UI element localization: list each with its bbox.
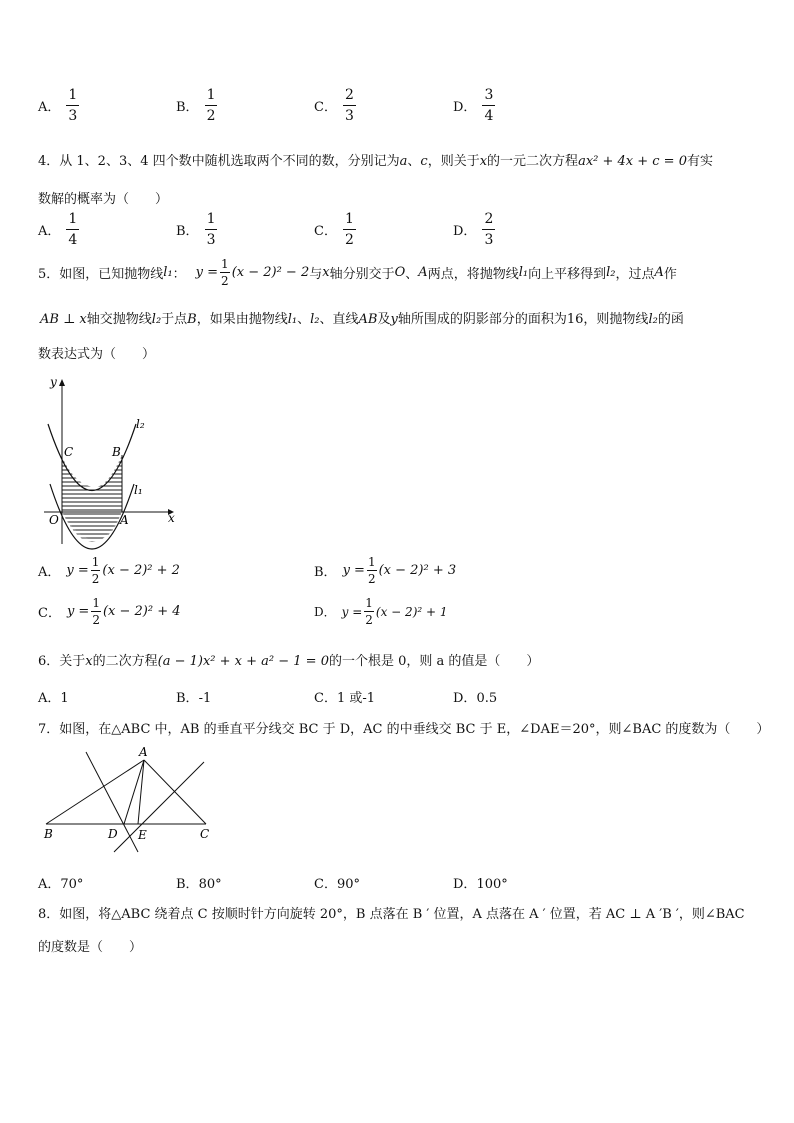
q4-option-a[interactable]: A． $\frac{1}{4}$ bbox=[38, 211, 78, 248]
fraction: $\frac{1}{3}$ bbox=[68, 87, 78, 124]
q8-stem-line2: 的度数是（ ） bbox=[38, 940, 143, 955]
fraction: $\frac{1}{3}$ bbox=[206, 211, 216, 248]
fraction: $\frac{1}{2}$ bbox=[92, 596, 100, 627]
label-A: A bbox=[139, 745, 148, 759]
q7-stem: 7．如图，在△ABC 中，AB 的垂直平分线交 BC 于 D，AC 的中垂线交 BC 于 E，∠DAE＝20°，则∠BAC 的度数为（ ） bbox=[38, 722, 770, 737]
q5-figure-parabolas bbox=[38, 372, 188, 552]
label-B: B bbox=[112, 445, 121, 459]
label-B: B bbox=[44, 827, 53, 841]
label-E: E bbox=[138, 828, 147, 842]
q7-option-d[interactable]: D．100° bbox=[453, 877, 508, 892]
q7-option-c[interactable]: C．90° bbox=[314, 877, 360, 892]
q6-option-d[interactable]: D．0.5 bbox=[453, 691, 498, 706]
fraction: $\frac{1}{2}$ bbox=[344, 211, 354, 248]
q4-stem-line2: 数解的概率为（ ） bbox=[38, 192, 169, 207]
q6-equation: (a − 1)x² + x + a² − 1 = 0 bbox=[157, 654, 329, 669]
q5-option-c[interactable]: C． y = $\frac{1}{2}$ (x − 2)² + 4 bbox=[38, 596, 181, 627]
q6-option-b[interactable]: B．-1 bbox=[176, 691, 212, 706]
fraction: $\frac{1}{4}$ bbox=[68, 211, 78, 248]
label-D: D bbox=[108, 827, 118, 841]
fraction: $\frac{1}{2}$ bbox=[367, 555, 376, 586]
q5-stem-line1: 5．如图，已知抛物线 l₁ ： y = $\frac{1}{2}$ (x − 2)² − 2 与 x 轴分别交于 O 、 A 两点，将抛物线 l₁ 向上平移得到 l₂ ，过点 A 作 bbox=[38, 257, 677, 288]
label-l2: l₂ bbox=[136, 417, 145, 431]
y-axis-arrow bbox=[59, 379, 65, 386]
q5-stem-line3: 数表达式为（ ） bbox=[38, 347, 156, 362]
fraction: $\frac{3}{4}$ bbox=[484, 87, 494, 124]
q3-option-a[interactable]: A． $\frac{1}{3}$ bbox=[38, 87, 78, 124]
q4-option-d[interactable]: D． $\frac{2}{3}$ bbox=[453, 211, 494, 248]
label-C: C bbox=[64, 445, 74, 459]
q8-stem-line1: 8．如图，将△ABC 绕着点 C 按顺时针方向旋转 20°，B 点落在 B ′ 位置，A 点落在 A ′ 位置，若 AC ⊥ A ′B ′，则∠BAC bbox=[38, 907, 745, 922]
parabola-l2 bbox=[48, 424, 136, 491]
label-y: y bbox=[50, 375, 57, 389]
q4-option-c[interactable]: C． $\frac{1}{2}$ bbox=[314, 211, 354, 248]
label-A: A bbox=[120, 513, 129, 527]
q3-option-b[interactable]: B． $\frac{1}{2}$ bbox=[176, 87, 216, 124]
q7-figure-triangle bbox=[38, 742, 228, 862]
fraction: $\frac{1}{2}$ bbox=[365, 596, 373, 627]
q4-stem-line1: 4．从 1、2、3、4 四个数中随机选取两个不同的数，分别记为a、c，则关于x的一元二次方程ax² + 4x + c = 0有实 bbox=[38, 154, 713, 169]
fraction: $\frac{1}{2}$ bbox=[221, 257, 229, 288]
q4-option-b[interactable]: B． $\frac{1}{3}$ bbox=[176, 211, 216, 248]
q6-option-a[interactable]: A．1 bbox=[38, 691, 69, 706]
q7-option-b[interactable]: B．80° bbox=[176, 877, 222, 892]
q5-option-b[interactable]: B． y = $\frac{1}{2}$ (x − 2)² + 3 bbox=[314, 555, 457, 586]
fraction: $\frac{2}{3}$ bbox=[484, 211, 494, 248]
q5-stem-line2: AB ⊥ x轴交抛物线l₂于点B，如果由抛物线l₁、l₂、直线AB及y轴所围成的阴影部分的面积为16，则抛物线l₂的函 bbox=[40, 312, 684, 327]
fraction: $\frac{1}{2}$ bbox=[91, 555, 100, 586]
fraction: $\frac{1}{2}$ bbox=[206, 87, 216, 124]
q7-option-a[interactable]: A．70° bbox=[38, 877, 84, 892]
q5-option-d[interactable]: D． y = $\frac{1}{2}$ (x − 2)² + 1 bbox=[314, 596, 448, 627]
q6-option-c[interactable]: C．1 或-1 bbox=[314, 691, 376, 706]
label-l1: l₁ bbox=[134, 483, 143, 497]
q3-option-c[interactable]: C． $\frac{2}{3}$ bbox=[314, 87, 354, 124]
label-C: C bbox=[200, 827, 210, 841]
label-O: O bbox=[49, 513, 59, 527]
q5-option-a[interactable]: A． y = $\frac{1}{2}$ (x − 2)² + 2 bbox=[38, 555, 180, 586]
q3-option-d[interactable]: D． $\frac{3}{4}$ bbox=[453, 87, 494, 124]
q4-equation: ax² + 4x + c = 0 bbox=[578, 154, 687, 169]
label-x: x bbox=[168, 511, 175, 525]
fraction: $\frac{2}{3}$ bbox=[344, 87, 354, 124]
q6-stem: 6．关于x的二次方程(a − 1)x² + x + a² − 1 = 0的一个根是 0，则 a 的值是（ ） bbox=[38, 654, 540, 669]
